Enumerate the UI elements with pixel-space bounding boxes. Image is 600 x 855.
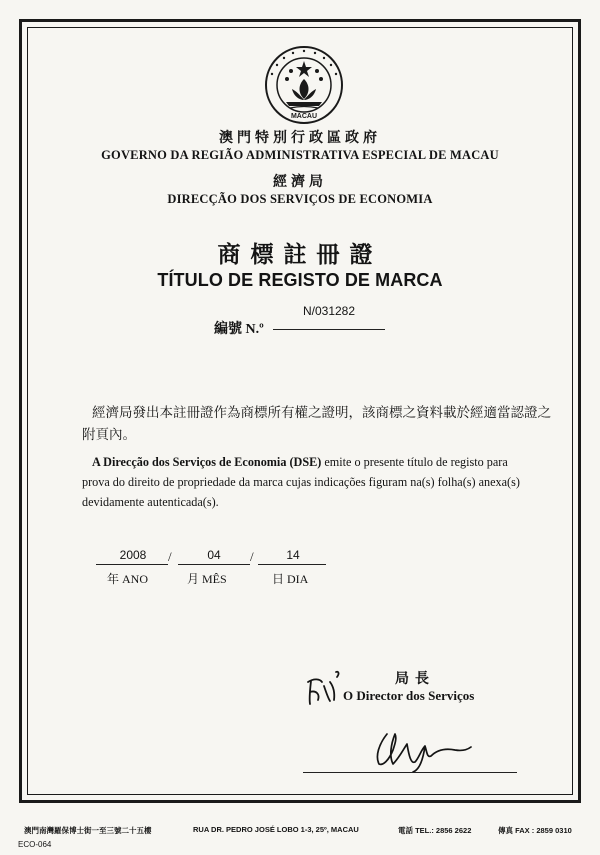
date-month-label: 月 MÊS — [187, 572, 227, 586]
date-year-label: 年 ANO — [107, 572, 148, 586]
body-pt-line-1-rest: emite o presente título de registo para — [321, 455, 508, 469]
body-pt-line-2: prova do direito de propriedade da marca cujas indicações figuram na(s) folha(s) anexa(s) — [82, 475, 520, 489]
date-month-line — [178, 564, 250, 565]
footer-phone: 電話 TEL.: 2856 2622 — [398, 826, 472, 835]
director-title-pt: O Director dos Serviços — [343, 688, 475, 703]
body-pt-line-1 — [92, 452, 562, 472]
date-day: 14 — [286, 548, 300, 562]
body-cjk-line-1: 經濟局發出本註冊證作為商標所有權之證明，該商標之資料載於經適當認證之 — [92, 405, 551, 420]
body-cjk-line-2: 附頁內。 — [82, 427, 136, 442]
body-pt-line-3: devidamente autenticada(s). — [82, 495, 219, 509]
date-slash-1: / — [168, 549, 172, 564]
date-day-line — [258, 564, 326, 565]
footer-address-pt: RUA DR. PEDRO JOSÉ LOBO 1-3, 25º, MACAU — [193, 825, 359, 834]
emblem-ring-text: MACAU — [290, 113, 318, 120]
department-name-cjk: 經濟局 — [273, 175, 327, 190]
body-paragraph-cjk — [82, 402, 562, 446]
form-code: ECO-064 — [18, 840, 52, 849]
body-paragraph-pt — [82, 452, 562, 512]
date-slash-2: / — [250, 549, 254, 564]
date-year-line — [96, 564, 168, 565]
initials-signature — [300, 668, 345, 708]
date-day-label: 日 DIA — [272, 572, 309, 586]
body-pt-bold: A Direcção dos Serviços de Economia (DSE) — [92, 455, 322, 469]
date-month: 04 — [207, 548, 221, 562]
registration-number-line — [273, 329, 385, 330]
signature-line — [303, 772, 517, 773]
date-year: 2008 — [119, 548, 147, 562]
department-name-pt: DIRECÇÃO DOS SERVIÇOS DE ECONOMIA — [167, 192, 433, 206]
registration-number-value: N/031282 — [302, 304, 356, 318]
footer-address-cjk: 澳門南灣羅保博士街一至三號二十五樓 — [24, 826, 152, 835]
government-name-cjk: 澳門特別行政區政府 — [219, 131, 381, 146]
director-signature — [365, 720, 475, 775]
macau-emblem-icon — [264, 45, 344, 125]
registration-number-label: 編號 N.º — [214, 322, 264, 337]
title-cjk: 商標註冊證 — [217, 242, 383, 267]
footer-fax: 傳真 FAX : 2859 0310 — [498, 826, 572, 835]
government-name-pt: GOVERNO DA REGIÃO ADMINISTRATIVA ESPECIAL DE MACAU — [101, 148, 499, 162]
director-title-cjk: 局長 — [395, 672, 435, 687]
title-pt: TÍTULO DE REGISTO DE MARCA — [157, 270, 443, 290]
